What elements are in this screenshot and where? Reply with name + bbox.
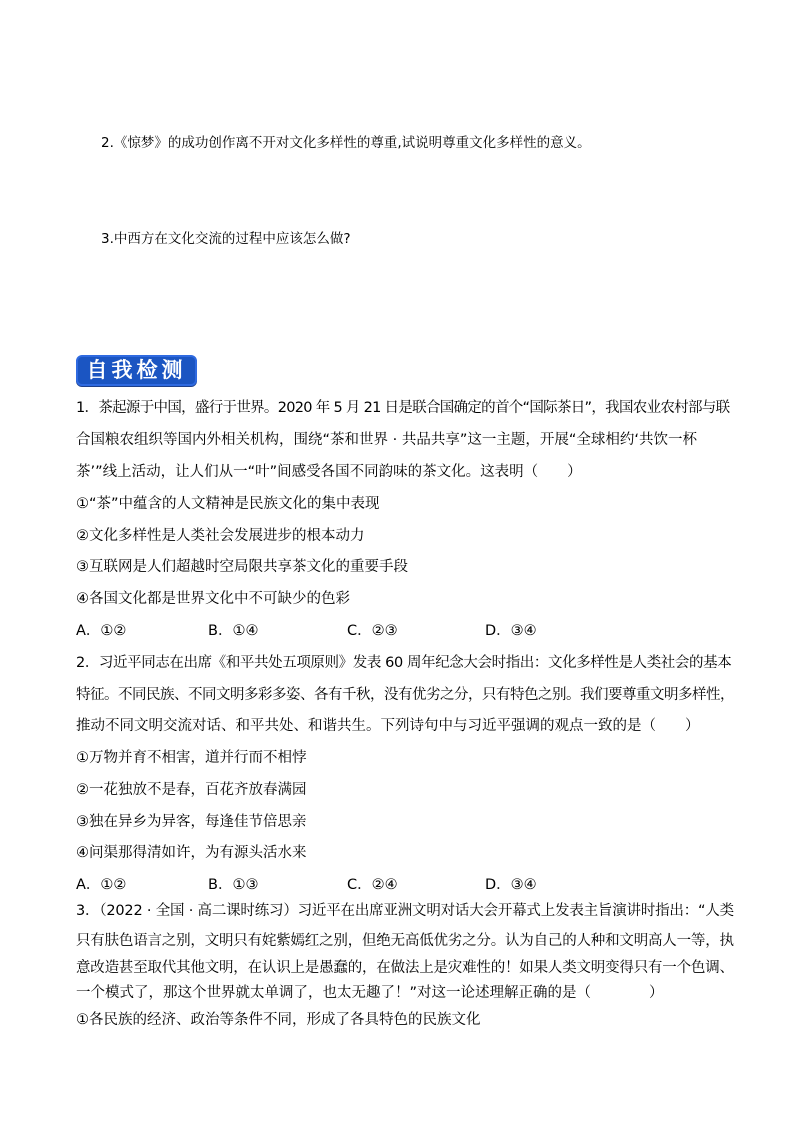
q2-option-a: A．①② [76, 877, 127, 893]
q3-statement-1: ①各民族的经济、政治等条件不同，形成了各具特色的民族文化 [76, 1012, 481, 1028]
q1-statement-3: ③互联网是人们超越时空局限共享茶文化的重要手段 [76, 559, 408, 575]
q1-option-c: C．②③ [347, 623, 398, 639]
q1-statement-2: ②文化多样性是人类社会发展进步的根本动力 [76, 528, 365, 544]
q2-stem-line-2: 特征。不同民族、不同文明多彩多姿、各有千秋，没有优劣之分，只有特色之别。我们要尊重文明多样性， [76, 687, 734, 703]
q2-option-c: C．②④ [347, 877, 398, 893]
prompt-2: 2.《惊梦》的成功创作离不开对文化多样性的尊重,试说明尊重文化多样性的意义。 [101, 135, 591, 151]
q1-stem-line-1: 1．茶起源于中国，盛行于世界。2020 年 5 月 21 日是联合国确定的首个“国际茶日”，我国农业农村部与联 [76, 400, 730, 416]
q1-option-d: D．③④ [485, 623, 537, 639]
q2-stem-line-3: 推动不同文明交流对话、和平共处、和谐共生。下列诗句中与习近平强调的观点一致的是（ ） [76, 718, 700, 734]
section-badge-self-test: 自我检测 [76, 355, 197, 386]
prompt-3: 3.中西方在文化交流的过程中应该怎么做? [101, 231, 351, 247]
q2-statement-2: ②一花独放不是春，百花齐放春满园 [76, 782, 307, 798]
q2-stem-line-1: 2．习近平同志在出席《和平共处五项原则》发表 60 周年纪念大会时指出：文化多样性是人类社会的基本 [76, 655, 732, 671]
q2-option-d: D．③④ [485, 877, 537, 893]
q2-option-b: B．①③ [208, 877, 259, 893]
q1-statement-1: ①“茶”中蕴含的人文精神是民族文化的集中表现 [76, 496, 380, 512]
q3-stem-line-1: 3．（2022 · 全国 · 高二课时练习）习近平在出席亚洲文明对话大会开幕式上发表主旨演讲时指出：“人类 [76, 903, 734, 919]
q1-option-a: A．①② [76, 623, 127, 639]
q3-stem-line-3: 意改造甚至取代其他文明，在认识上是愚蠢的，在做法上是灾难性的！如果人类文明变得只有一个色调、 [76, 960, 734, 976]
q1-statement-4: ④各国文化都是世界文化中不可缺少的色彩 [76, 591, 350, 607]
q3-stem-line-4: 一个模式了，那这个世界就太单调了，也太无趣了！”对这一论述理解正确的是（ ） [76, 985, 664, 1001]
q1-stem-line-2: 合国粮农组织等国内外相关机构，围绕“茶和世界 · 共品共享”这一主题，开展“全球相约‘共饮一杯 [76, 432, 697, 448]
q2-statement-4: ④问渠那得清如许，为有源头活水来 [76, 845, 307, 861]
q3-stem-line-2: 只有肤色语言之别，文明只有姹紫嫣红之别，但绝无高低优劣之分。认为自己的人种和文明高人一等，执 [76, 933, 734, 949]
q2-statement-3: ③独在异乡为异客，每逢佳节倍思亲 [76, 814, 307, 830]
q2-statement-1: ①万物并育不相害，道并行而不相悖 [76, 750, 307, 766]
q1-option-b: B．①④ [208, 623, 259, 639]
q1-stem-line-3: 茶’”线上活动，让人们从一“叶”间感受各国不同韵味的茶文化。这表明（ ） [76, 464, 582, 480]
